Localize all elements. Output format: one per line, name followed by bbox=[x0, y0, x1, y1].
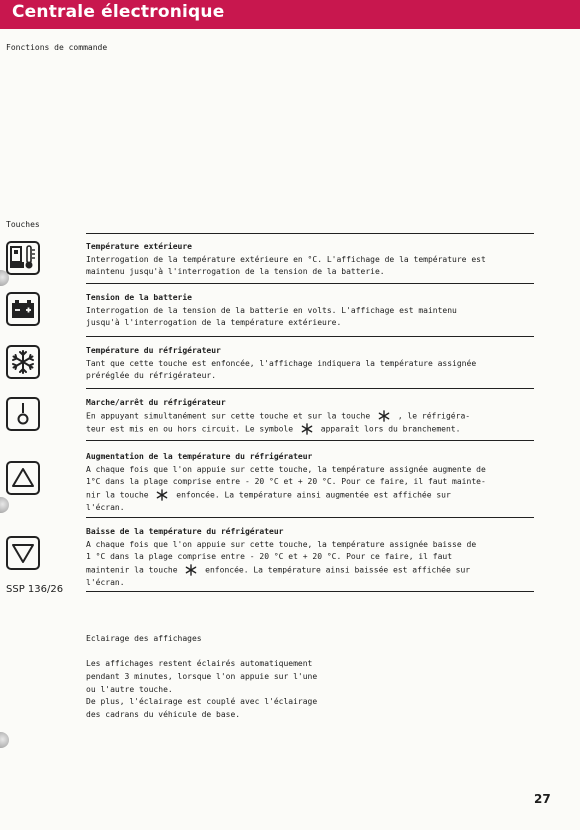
battery-icon bbox=[6, 292, 40, 326]
entry-body: Interrogation de la tension de la batterie en volts. L'affichage est maintenu jusqu'à l'interrogation de la température extérieure. bbox=[86, 305, 457, 328]
entry-text: apparaît lors du branchement. bbox=[320, 424, 461, 434]
page-title: Centrale électronique bbox=[12, 2, 225, 22]
entry-title: Augmentation de la température du réfrigérateur bbox=[86, 452, 313, 461]
entry-text: l'écran. bbox=[86, 577, 125, 587]
power-toggle-icon bbox=[6, 397, 40, 431]
entry-text: l'écran. bbox=[86, 502, 125, 512]
eclairage-title: Eclairage des affichages bbox=[86, 634, 202, 643]
entry-title: Marche/arrêt du réfrigérateur bbox=[86, 398, 226, 407]
divider bbox=[86, 517, 534, 518]
entry-text: 1 °C dans la plage comprise entre - 20 °C et + 20 °C. Pour ce faire, il faut bbox=[86, 552, 453, 562]
entry-text: maintenir la touche bbox=[86, 565, 178, 575]
snowflake-icon bbox=[6, 345, 40, 379]
entry-title: Température extérieure bbox=[86, 242, 192, 251]
entry-augmentation-temperature bbox=[86, 451, 534, 514]
entry-title: Tension de la batterie bbox=[86, 293, 192, 302]
touches-label: Touches bbox=[6, 220, 40, 229]
snowflake-icon bbox=[184, 564, 198, 576]
entry-baisse-temperature bbox=[86, 526, 534, 589]
entry-temperature-exterieure bbox=[86, 241, 534, 279]
triangle-down-icon bbox=[6, 536, 40, 570]
thermometer-icon bbox=[6, 241, 40, 275]
section-subtitle: Fonctions de commande bbox=[6, 43, 108, 52]
divider bbox=[86, 283, 534, 284]
entry-text: enfoncée. La température ainsi baissée est affichée sur bbox=[205, 565, 471, 575]
snowflake-icon bbox=[155, 489, 169, 501]
entry-body: Tant que cette touche est enfoncée, l'affichage indiquera la température assignée préréglée du réfrigérateur. bbox=[86, 358, 477, 381]
entry-text: A chaque fois que l'on appuie sur cette touche, la température assignée augmente de bbox=[86, 464, 486, 474]
figure-reference: SSP 136/26 bbox=[6, 584, 64, 595]
snowflake-icon bbox=[377, 410, 391, 422]
entry-title: Baisse de la température du réfrigérateur bbox=[86, 527, 284, 536]
entry-body bbox=[86, 539, 534, 590]
entry-text: enfoncée. La température ainsi augmentée est affichée sur bbox=[176, 490, 451, 500]
entry-text: 1°C dans la plage comprise entre - 20 °C et + 20 °C. Pour ce faire, il faut mainte- bbox=[86, 477, 486, 487]
entry-body bbox=[86, 410, 534, 436]
snowflake-icon bbox=[300, 423, 314, 435]
entry-text: , le réfrigéra- bbox=[397, 411, 471, 421]
entry-body: Interrogation de la température extérieure en °C. L'affichage de la température est maintenu jusqu'à l'interrogation de la tension de la batterie. bbox=[86, 254, 486, 277]
entry-text: A chaque fois que l'on appuie sur cette touche, la température assignée baisse de bbox=[86, 539, 477, 549]
entry-text: En appuyant simultanément sur cette touche et sur la touche bbox=[86, 411, 371, 421]
entry-marche-arret bbox=[86, 397, 534, 436]
entry-body bbox=[86, 464, 534, 515]
eclairage-body: Les affichages restent éclairés automatiquement pendant 3 minutes, lorsque l'on appuie sur l'une ou l'autre touche. De plus, l'éclairage est couplé avec l'éclairage des cadrans du véhicule de base. bbox=[86, 659, 318, 720]
entry-tension-batterie bbox=[86, 292, 534, 330]
divider bbox=[86, 388, 534, 389]
divider bbox=[86, 336, 534, 337]
divider bbox=[86, 233, 534, 234]
entry-text: teur est mis en ou hors circuit. Le symbole bbox=[86, 424, 294, 434]
divider bbox=[86, 440, 534, 441]
entry-text: nir la touche bbox=[86, 490, 149, 500]
entry-temperature-refrigerateur bbox=[86, 345, 534, 383]
page-number: 27 bbox=[534, 792, 551, 806]
divider bbox=[86, 591, 534, 592]
header-bar bbox=[0, 0, 580, 29]
triangle-up-icon bbox=[6, 461, 40, 495]
punch-hole-middle bbox=[0, 497, 9, 513]
entry-title: Température du réfrigérateur bbox=[86, 346, 221, 355]
punch-hole-bottom bbox=[0, 732, 9, 748]
